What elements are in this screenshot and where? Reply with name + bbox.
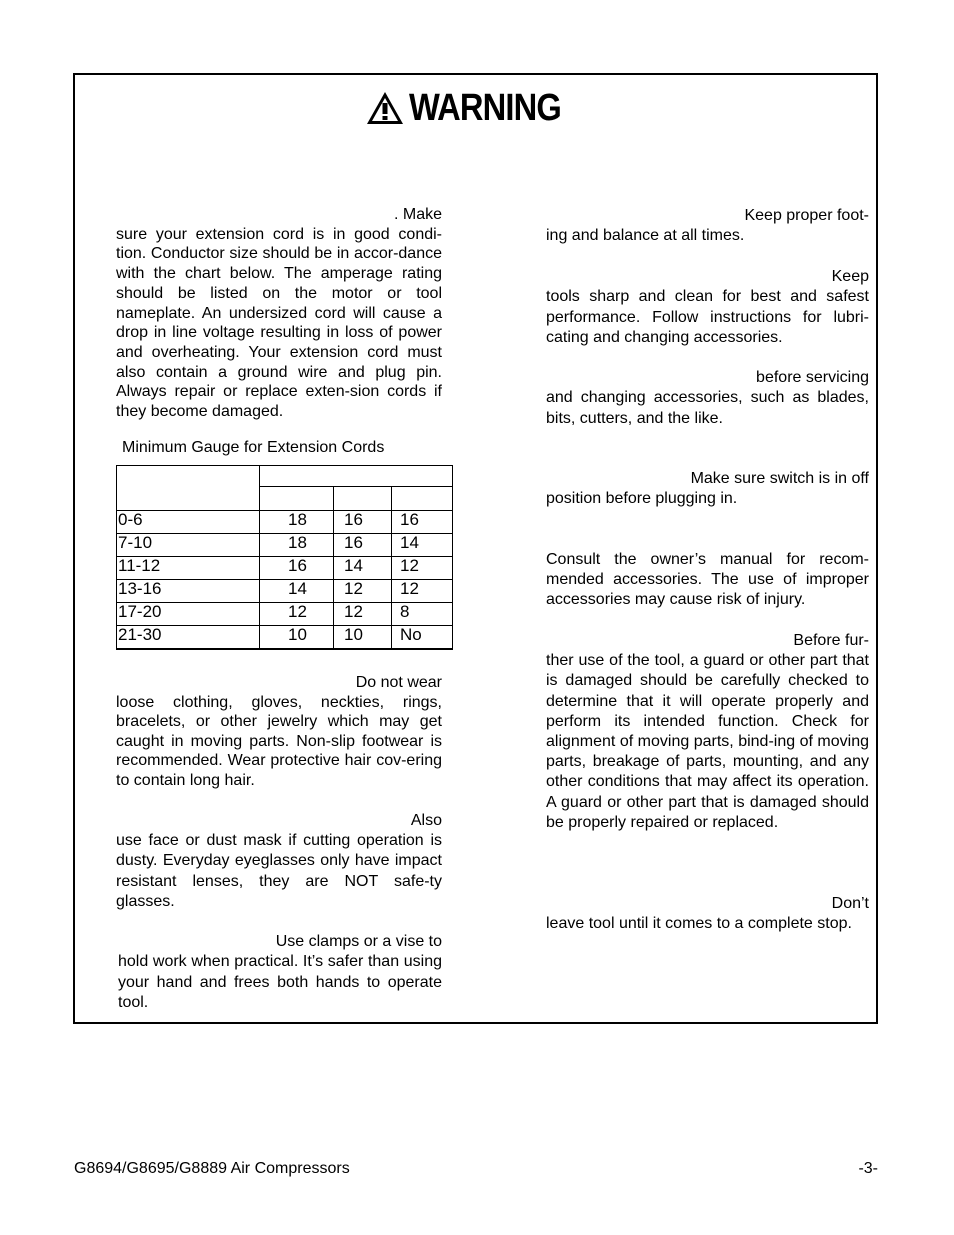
footing-body: ing and balance at all times. bbox=[546, 227, 745, 245]
accessories-body: Consult the owner’s manual for recom-mended accessories. The use of improper accessories may cause risk of injury. bbox=[546, 551, 869, 609]
secure-work-lead: Use clamps or a vise to bbox=[275, 933, 442, 950]
tool-care-lead: Keep bbox=[831, 268, 869, 285]
disconnect-paragraph bbox=[546, 368, 869, 429]
table-cell-gauge: 14 bbox=[344, 556, 363, 575]
tool-care-paragraph bbox=[546, 267, 869, 349]
table-cell-gauge: 18 bbox=[288, 510, 307, 529]
damaged-parts-body: ther use of the tool, a guard or other part that is damaged should be carefully checked to determine that it will operate properly and perform its intended function. Check for alignment of moving parts, bind-ing of moving parts, breakage of parts, mounting, and any other conditions that may affect its operation. A guard or other part that is damaged should be properly repaired or replaced. bbox=[546, 652, 869, 831]
table-cell-gauge: 16 bbox=[288, 556, 307, 575]
eye-protection-paragraph bbox=[116, 811, 442, 912]
extension-cord-paragraph bbox=[116, 205, 442, 422]
clothing-body: loose clothing, gloves, neckties, rings, bracelets, or other jewelry which may get caught in moving parts. Non-slip footwear is recommended. Wear protective hair cov-ering to contain long hair. bbox=[116, 693, 442, 789]
secure-work-paragraph bbox=[118, 932, 442, 1014]
table-cell-gauge: 8 bbox=[400, 602, 410, 621]
disconnect-body: and changing accessories, such as blades, bits, cutters, and the like. bbox=[546, 389, 869, 427]
footing-paragraph bbox=[546, 206, 869, 247]
secure-work-body: hold work when practical. It’s safer than using your hand and frees both hands to operate tool. bbox=[118, 953, 442, 1012]
damaged-parts-lead: Before fur- bbox=[793, 632, 869, 649]
clothing-paragraph bbox=[116, 673, 442, 791]
table-cell-gauge: 18 bbox=[288, 533, 307, 552]
unattended-paragraph bbox=[546, 894, 869, 935]
table-cell-amperage: 17-20 bbox=[118, 602, 162, 621]
damaged-parts-paragraph bbox=[546, 631, 869, 833]
tool-care-body: tools sharp and clean for best and safest performance. Follow instructions for lubri-cating and changing accessories. bbox=[546, 288, 869, 347]
table-cell-gauge: 12 bbox=[400, 579, 419, 598]
table-cell-gauge: 10 bbox=[288, 625, 307, 644]
disconnect-lead: before servicing bbox=[756, 369, 869, 386]
switch-paragraph bbox=[546, 469, 869, 510]
table-cell-gauge: 14 bbox=[400, 533, 419, 552]
table-cell-gauge: 12 bbox=[400, 556, 419, 575]
switch-lead: Make sure switch is in off bbox=[690, 470, 869, 487]
footer-page-number: -3- bbox=[858, 1160, 878, 1177]
accessories-paragraph bbox=[546, 550, 869, 611]
table-cell-amperage: 0-6 bbox=[118, 510, 143, 529]
unattended-lead: Don’t bbox=[831, 895, 869, 912]
table-caption: Minimum Gauge for Extension Cords bbox=[122, 439, 385, 456]
table-cell-gauge: 16 bbox=[400, 510, 419, 529]
footing-lead: Keep proper foot- bbox=[744, 207, 869, 224]
warning-title: WARNING bbox=[409, 87, 562, 129]
table-cell-amperage: 13-16 bbox=[118, 579, 162, 598]
table-cell-gauge: 14 bbox=[288, 579, 307, 598]
eye-protection-lead: Also bbox=[410, 812, 442, 829]
clothing-lead: Do not wear bbox=[355, 674, 442, 691]
extension-cord-lead: . Make bbox=[393, 206, 442, 223]
footer-model-text: G8694/G8695/G8889 Air Compressors bbox=[74, 1160, 350, 1177]
warning-header bbox=[75, 89, 876, 127]
extension-cord-body: sure your extension cord is in good condi-tion. Conductor size should be in accor-dance with the chart below. The amperage rating should be listed on the motor or tool nameplate. An undersized cord will cause a drop in line voltage resulting in loss of power and overheating. Your extension cord must also contain a ground wire and plug pin. Always repair or replace exten-sion cords if they become damaged. bbox=[116, 225, 442, 421]
table-cell-gauge: 10 bbox=[344, 625, 363, 644]
table-cell-gauge: 12 bbox=[344, 602, 363, 621]
table-cell-gauge: No bbox=[400, 625, 422, 644]
unattended-body: leave tool until it comes to a complete stop. bbox=[546, 915, 852, 933]
table-cell-amperage: 11-12 bbox=[118, 556, 161, 575]
table-cell-gauge: 12 bbox=[344, 579, 363, 598]
table-cell-amperage: 21-30 bbox=[118, 625, 162, 644]
warning-triangle-icon bbox=[365, 90, 405, 126]
switch-body: position before plugging in. bbox=[546, 490, 738, 508]
table-cell-amperage: 7-10 bbox=[118, 533, 153, 552]
table-cell-gauge: 12 bbox=[288, 602, 307, 621]
table-cell-gauge: 16 bbox=[344, 510, 363, 529]
eye-protection-body: use face or dust mask if cutting operation is dusty. Everyday eyeglasses only have impact resistant lenses, they are NOT safe-ty glasses. bbox=[116, 832, 442, 910]
table-cell-gauge: 16 bbox=[344, 533, 363, 552]
